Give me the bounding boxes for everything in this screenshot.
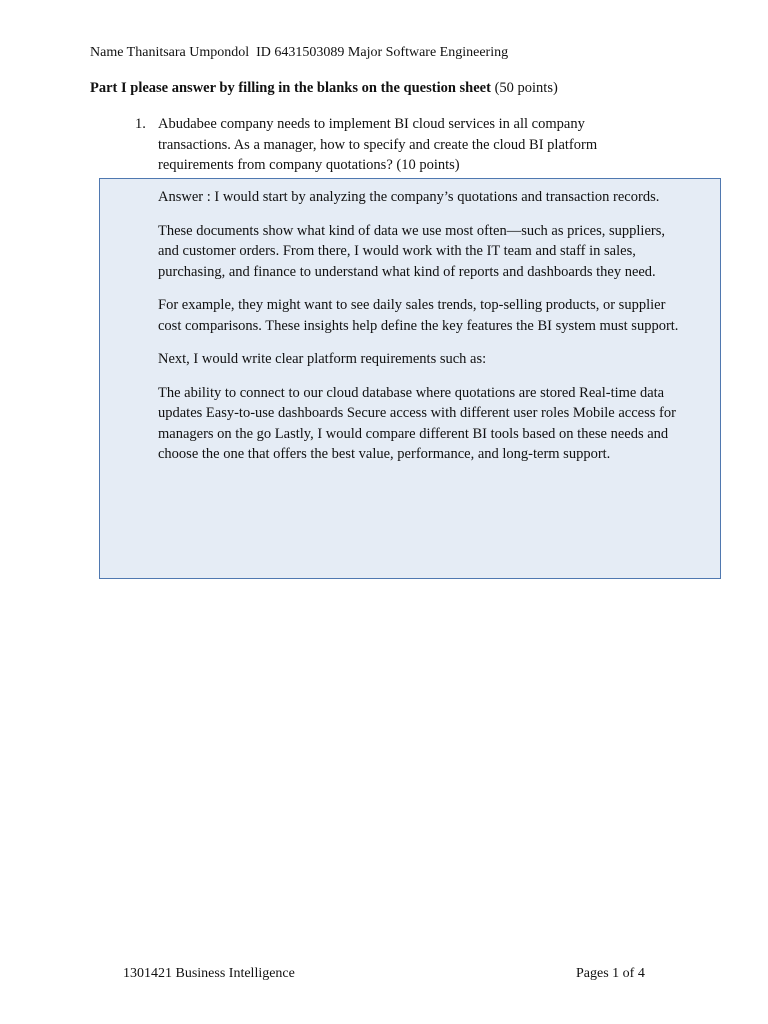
footer-page-number: Pages 1 of 4 [576, 966, 645, 981]
student-info-line: Name Thanitsara Umpondol ID 6431503089 Major Software Engineering [90, 45, 509, 60]
part-heading [90, 80, 558, 97]
answer-box[interactable] [99, 178, 721, 579]
part-heading-title: Part I please answer by filling in the blanks on the question sheet [90, 80, 491, 96]
answer-paragraph: Next, I would write clear platform requirements such as: [158, 351, 487, 367]
answer-paragraph: The ability to connect to our cloud database where quotations are stored Real-time data updates Easy-to-use dashboards Secure access with different user roles Mobile access for managers on the go Lastly, I would compare different BI tools based on these needs and choose the one that offers the best value, performance, and long-term support. [158, 384, 676, 462]
answer-content [158, 187, 680, 478]
answer-paragraph: For example, they might want to see daily sales trends, top-selling products, or supplier cost comparisons. These insights help define the key features the BI system must support. [158, 297, 679, 334]
question-number: 1. [135, 116, 146, 132]
footer-course: 1301421 Business Intelligence [123, 966, 295, 981]
answer-paragraph: These documents show what kind of data we use most often—such as prices, suppliers, and customer orders. From there, I would work with the IT team and staff in sales, purchasing, and finance to understand what kind of reports and dashboards they need. [158, 222, 665, 280]
question-text: Abudabee company needs to implement BI cloud services in all company transactions. As a manager, how to specify and create the cloud BI platform requirements from company quotations? (10 points) [158, 116, 598, 173]
answer-paragraph: Answer : I would start by analyzing the company’s quotations and transaction records. [158, 189, 660, 205]
part-heading-points: (50 points) [494, 80, 558, 96]
